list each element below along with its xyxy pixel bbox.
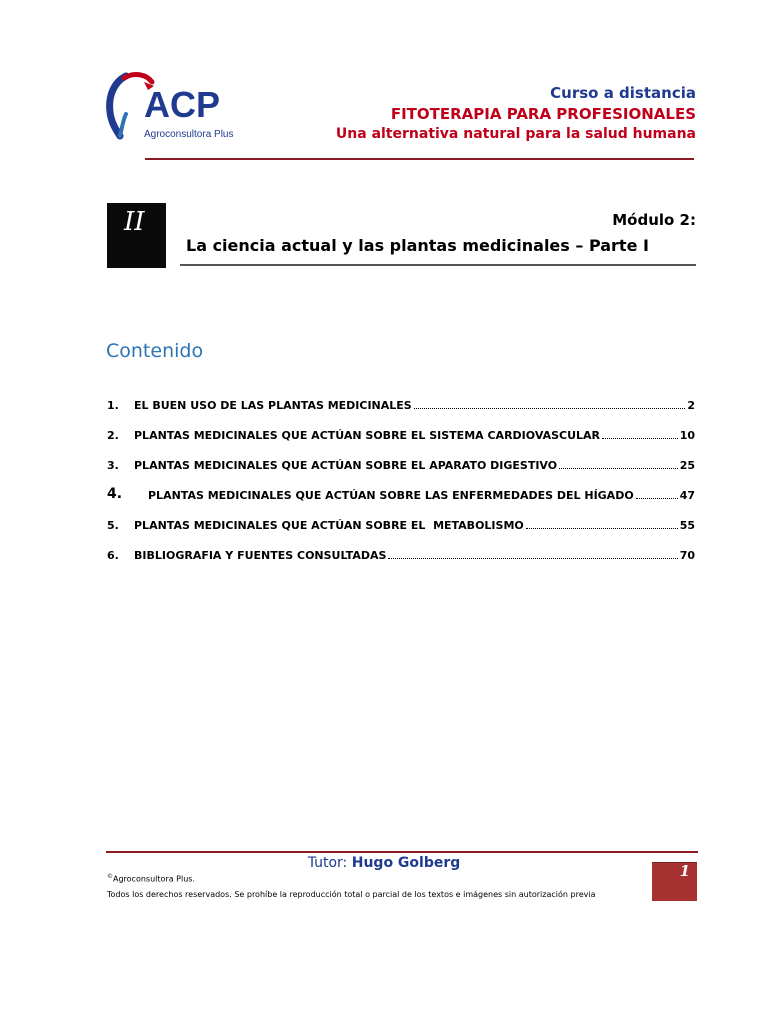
module-divider <box>180 264 696 266</box>
footer-divider <box>106 851 698 853</box>
copyright-line <box>107 873 195 884</box>
toc-entry-page: 47 <box>679 489 695 502</box>
toc-entry[interactable] <box>107 486 695 502</box>
toc-entry-number: 6. <box>107 549 119 562</box>
toc-leader-dots <box>602 437 678 439</box>
toc-leader-dots <box>414 407 686 409</box>
toc-entry-title: PLANTAS MEDICINALES QUE ACTÚAN SOBRE EL SISTEMA CARDIOVASCULAR <box>134 429 601 442</box>
toc-leader-dots <box>636 497 678 499</box>
toc-entry[interactable] <box>107 516 695 532</box>
toc-entry-title: PLANTAS MEDICINALES QUE ACTÚAN SOBRE EL APARATO DIGESTIVO <box>134 459 558 472</box>
tutor-name: Hugo Golberg <box>351 855 461 871</box>
toc-entry-page: 70 <box>679 549 695 562</box>
toc-heading: Contenido <box>106 340 204 362</box>
module-title: La ciencia actual y las plantas medicinales – Parte I <box>186 236 649 255</box>
toc-entry-page: 10 <box>679 429 695 442</box>
toc-entry-title: EL BUEN USO DE LAS PLANTAS MEDICINALES <box>134 399 412 412</box>
toc-entry-number: 5. <box>107 519 119 532</box>
toc-entry[interactable] <box>107 456 695 472</box>
toc-leader-dots <box>526 527 678 529</box>
toc-entry-number: 2. <box>107 429 119 442</box>
toc-entry-title: PLANTAS MEDICINALES QUE ACTÚAN SOBRE LAS ENFERMEDADES DEL HÍGADO <box>148 489 634 502</box>
header-divider <box>145 158 694 160</box>
page-number: 1 <box>679 862 690 880</box>
course-title: FITOTERAPIA PARA PROFESIONALES <box>390 105 696 123</box>
toc-entry[interactable] <box>107 426 695 442</box>
toc-entry-number: 4. <box>107 486 123 502</box>
rights-notice: Todos los derechos reservados. Se prohíbe la reproducción total o parcial de los textos e imágenes sin autorización previa <box>107 890 596 899</box>
toc-entry-title: BIBLIOGRAFIA Y FUENTES CONSULTADAS <box>134 549 387 562</box>
copyright-text: Agroconsultora Plus. <box>113 874 195 884</box>
tutor-label: Tutor: <box>307 855 348 871</box>
course-subtitle: Una alternativa natural para la salud humana <box>335 126 696 142</box>
toc-entry-page: 2 <box>687 399 695 412</box>
course-type: Curso a distancia <box>550 84 696 102</box>
toc-entry[interactable] <box>107 396 695 412</box>
toc-leader-dots <box>388 557 677 559</box>
copyright-mark: © <box>107 873 113 880</box>
toc-entry-page: 25 <box>679 459 695 472</box>
module-roman-numeral: II <box>124 207 145 237</box>
toc-entry-title: PLANTAS MEDICINALES QUE ACTÚAN SOBRE EL METABOLISMO <box>134 519 524 532</box>
svg-text:ACP: ACP <box>144 84 221 125</box>
toc-entry-page: 55 <box>679 519 695 532</box>
toc-entry-number: 1. <box>107 399 119 412</box>
toc-entry[interactable] <box>107 546 695 562</box>
toc-leader-dots <box>559 467 678 469</box>
toc-entry-number: 3. <box>107 459 119 472</box>
svg-text:Agroconsultora Plus: Agroconsultora Plus <box>144 129 234 140</box>
module-label: Módulo 2: <box>612 211 696 229</box>
acp-logo <box>104 70 244 150</box>
